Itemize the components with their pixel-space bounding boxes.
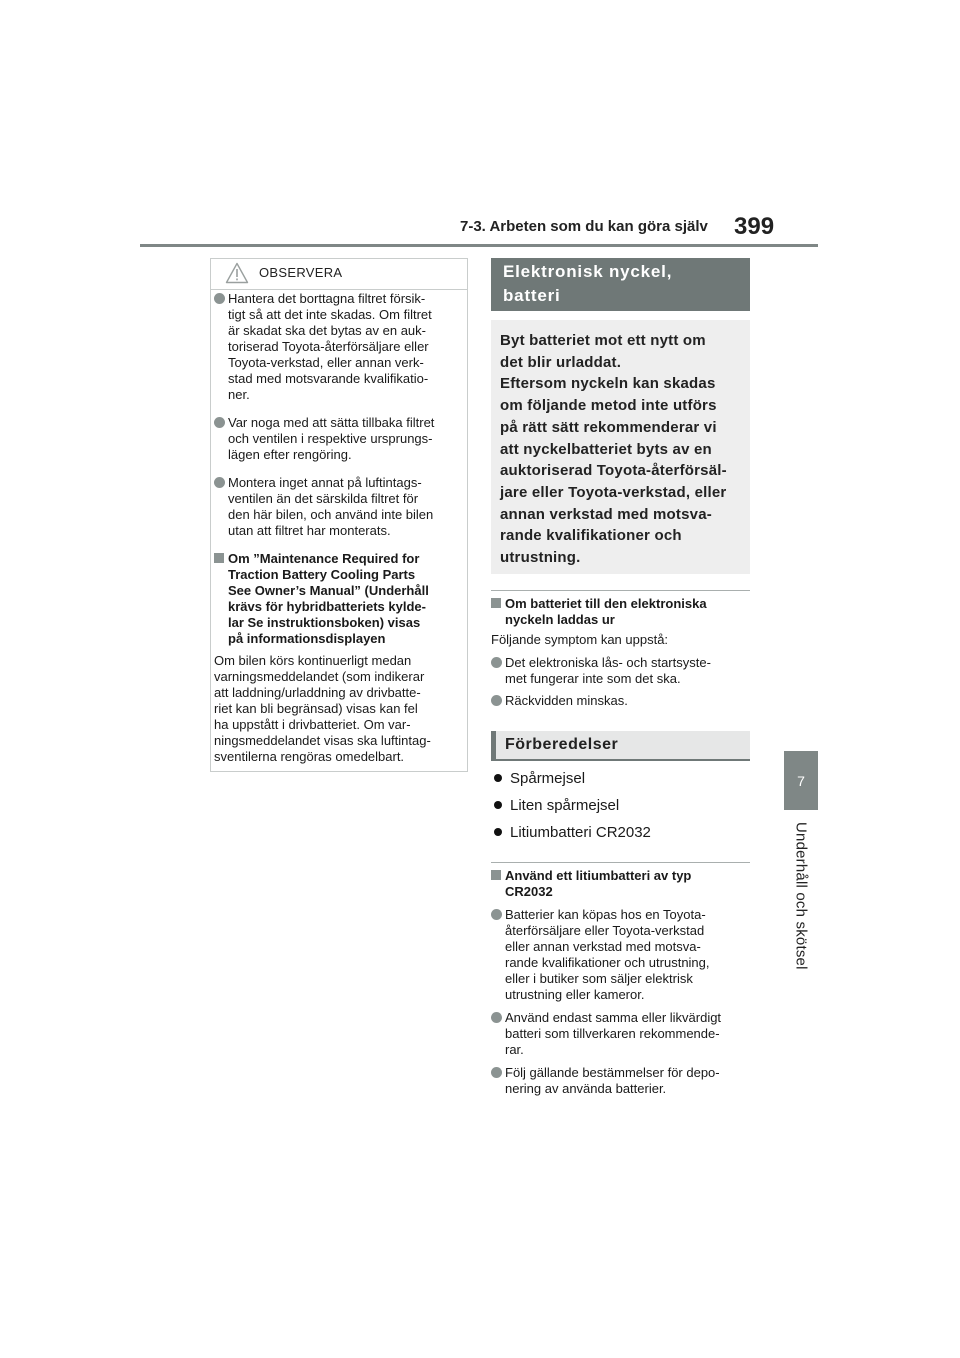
tool-item-text: Liten spårmejsel	[510, 797, 620, 814]
caution-bullet	[214, 291, 466, 403]
square-bullet-icon	[214, 553, 224, 563]
header-section-title: 7-3. Arbeten som du kan göra själv	[460, 218, 708, 235]
bullet-dot-icon	[491, 1067, 502, 1078]
square-bullet-icon	[491, 870, 501, 880]
bullet-dot-icon	[491, 695, 502, 706]
discharge-bullet	[491, 693, 750, 709]
chapter-title: Underhåll och skötsel	[792, 822, 810, 970]
caution-bullet-text: Montera inget annat på luftintags- ventilen än det särskilda filtret för den här bilen, och använd inte bilen utan att filtret har monterats.	[228, 475, 434, 538]
battery-heading-text: Använd ett litiumbatteri av typ CR2032	[505, 868, 692, 899]
bullet-dot-icon	[494, 774, 502, 782]
square-bullet-icon	[491, 598, 501, 608]
section-title: Elektronisk nyckel, batteri	[491, 258, 750, 311]
bullet-dot-icon	[214, 293, 225, 304]
discharge-bullet-text: Räckvidden minskas.	[505, 693, 628, 708]
tool-item	[494, 797, 619, 814]
caution-subheading-text: Om ”Maintenance Required for Traction Battery Cooling Parts See Owner’s Manual” (Underhåll krävs för hybridbatteriets kylde- lar Se instruktionsboken) visas på informationsdisplayen	[228, 551, 429, 646]
tool-item-text: Litiumbatteri CR2032	[510, 824, 651, 841]
battery-bullet-text: Använd endast samma eller likvärdigt batteri som tillverkaren rekommende- rar.	[505, 1010, 722, 1057]
battery-heading	[491, 868, 750, 900]
divider	[491, 862, 750, 863]
discharge-heading	[491, 596, 750, 628]
bullet-dot-icon	[491, 909, 502, 920]
caution-bullet	[214, 475, 466, 539]
discharge-bullet-text: Det elektroniska lås- och startsyste- met fungerar inte som det ska.	[505, 655, 711, 686]
chapter-number: 7	[797, 772, 805, 789]
discharge-intro: Följande symptom kan uppstå:	[491, 632, 669, 647]
battery-bullet	[491, 907, 750, 1003]
caution-bullet-text: Hantera det borttagna filtret försik- tigt så att det inte skadas. Om filtret är skadat ska det bytas av en auk- toriserad Toyota-återförsäljare eller Toyota-verkstad, eller annan verk- stad med motsvarande kvalifikatio- ner.	[228, 291, 432, 402]
discharge-bullet	[491, 655, 750, 687]
battery-bullet-text: Batterier kan köpas hos en Toyota- återförsäljare eller Toyota-verkstad eller annan verkstad med motsva- rande kvalifikationer och utrustning, eller i butiker som säljer elektrisk utrustning eller kameror.	[505, 907, 710, 1002]
tool-item	[494, 824, 651, 841]
bullet-dot-icon	[494, 828, 502, 836]
caution-bullet-text: Var noga med att sätta tillbaka filtret och ventilen i respektive ursprungs- lägen efter rengöring.	[228, 415, 435, 462]
battery-bullet	[491, 1065, 750, 1097]
tool-item-text: Spårmejsel	[510, 770, 586, 787]
intro-text: Byt batteriet mot ett nytt om det blir urladdat. Eftersom nyckeln kan skadas om följande metod inte utförs på rätt sätt rekommenderar vi att nyckelbatteriet byts av en auktoriserad Toyota-återförsäl- jare eller Toyota-verkstad, eller annan verkstad med motsva- rande kvalifikationer och utrustning.	[500, 332, 727, 567]
bullet-dot-icon	[491, 657, 502, 668]
caution-subheading	[214, 551, 466, 647]
bullet-dot-icon	[214, 417, 225, 428]
battery-bullet-text: Följ gällande bestämmelser för depo- nering av använda batterier.	[505, 1065, 720, 1096]
caution-paragraph: Om bilen körs kontinuerligt medan varningsmeddelandet (som indikerar att laddning/urladdning av drivbatte- riet kan bli begränsad) visas kan fel ha uppstått i drivbatteriet. Om var- ningsmeddelandet visas ska luftintag- sventilerna rengöras omedelbart.	[214, 653, 431, 764]
chapter-tab	[784, 751, 818, 810]
header-rule	[140, 244, 818, 247]
battery-bullet	[491, 1010, 750, 1058]
bullet-dot-icon	[214, 477, 225, 488]
divider	[491, 590, 750, 591]
caution-divider	[211, 289, 467, 290]
discharge-heading-text: Om batteriet till den elektroniska nyckeln laddas ur	[505, 596, 707, 627]
page-number: 399	[734, 213, 775, 240]
warning-triangle-icon	[225, 262, 249, 284]
prep-title: Förberedelser	[491, 731, 750, 761]
bullet-dot-icon	[491, 1012, 502, 1023]
tool-item	[494, 770, 585, 787]
caution-title: OBSERVERA	[259, 265, 343, 280]
bullet-dot-icon	[494, 801, 502, 809]
caution-bullet	[214, 415, 466, 463]
caution-header	[211, 259, 467, 289]
